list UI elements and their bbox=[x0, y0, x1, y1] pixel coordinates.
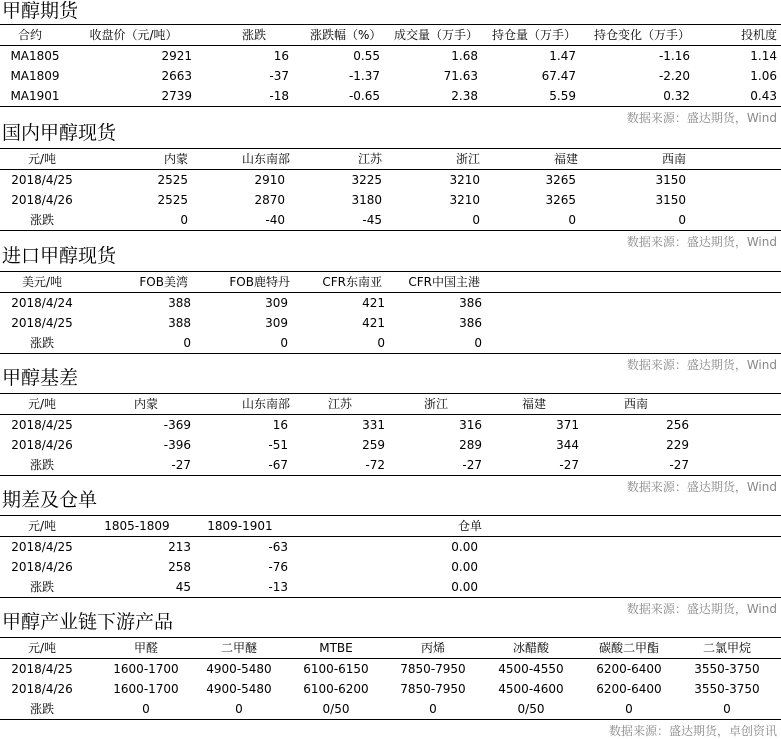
table-cell: 421 bbox=[362, 316, 385, 330]
column-header: 成交量（万手） bbox=[393, 28, 478, 42]
table-cell: 3210 bbox=[449, 193, 480, 207]
column-header: 涨跌 bbox=[241, 28, 266, 42]
table-row bbox=[0, 210, 781, 230]
table-cell: 7850-7950 bbox=[400, 682, 466, 696]
table-cell: 4900-5480 bbox=[206, 682, 272, 696]
table-cell: 1600-1700 bbox=[113, 682, 179, 696]
column-header: 福建 bbox=[521, 397, 546, 411]
table-cell: 45 bbox=[175, 580, 191, 594]
table-cell: 386 bbox=[459, 296, 482, 310]
table-cell: 3265 bbox=[545, 173, 576, 187]
column-header: 投机度 bbox=[740, 28, 777, 42]
table-cell: 4500-4600 bbox=[498, 682, 564, 696]
section-title: 进口甲醇现货 bbox=[2, 245, 117, 267]
table-cell: 2.38 bbox=[451, 89, 478, 103]
table-cell: 0.55 bbox=[353, 49, 380, 63]
table-cell: 0 bbox=[723, 702, 731, 716]
table-cell: 229 bbox=[666, 438, 689, 452]
row-label: 2018/4/25 bbox=[11, 316, 73, 330]
table-cell: 16 bbox=[273, 49, 289, 63]
data-source-note: 数据来源：盛达期货，Wind bbox=[626, 358, 777, 372]
row-label: 2018/4/25 bbox=[11, 540, 73, 554]
section-title: 甲醇产业链下游产品 bbox=[2, 611, 174, 633]
table-row bbox=[0, 170, 781, 190]
row-label: 2018/4/26 bbox=[11, 682, 73, 696]
table-cell: 0 bbox=[142, 702, 150, 716]
row-label: 2018/4/25 bbox=[11, 418, 73, 432]
table-cell: 0 bbox=[568, 213, 576, 227]
table-cell: -27 bbox=[559, 458, 579, 472]
row-label: 2018/4/26 bbox=[11, 560, 73, 574]
table-cell: -72 bbox=[365, 458, 385, 472]
row-label: 2018/4/26 bbox=[11, 193, 73, 207]
table-cell: -18 bbox=[269, 89, 289, 103]
table-row bbox=[0, 190, 781, 210]
table-cell: 258 bbox=[168, 560, 191, 574]
table-row bbox=[0, 659, 781, 679]
table-cell: 4900-5480 bbox=[206, 662, 272, 676]
table-cell: 0/50 bbox=[322, 702, 350, 716]
data-source-note: 数据来源：盛达期货，Wind bbox=[626, 602, 777, 616]
table-cell: 3150 bbox=[655, 193, 686, 207]
column-header: 仓单 bbox=[457, 519, 482, 533]
table-cell: 5.59 bbox=[549, 89, 576, 103]
column-header: 碳酸二甲酯 bbox=[598, 641, 659, 655]
table-cell: 6200-6400 bbox=[596, 662, 662, 676]
table-cell: 0.00 bbox=[451, 540, 478, 554]
column-header: 西南 bbox=[661, 152, 686, 166]
column-header: 持仓变化（万手） bbox=[593, 28, 690, 42]
table-row bbox=[0, 66, 781, 86]
table-cell: 259 bbox=[362, 438, 385, 452]
table-cell: -369 bbox=[163, 418, 191, 432]
table-cell: 2921 bbox=[161, 49, 192, 63]
column-header: FOB美湾 bbox=[139, 275, 188, 289]
table-cell: 309 bbox=[265, 316, 288, 330]
data-table bbox=[0, 637, 781, 720]
table-cell: -37 bbox=[269, 69, 289, 83]
column-header: 涨跌幅（%） bbox=[310, 28, 382, 42]
row-label: 涨跌 bbox=[29, 336, 54, 350]
table-row bbox=[0, 293, 781, 313]
row-label: 2018/4/24 bbox=[11, 296, 73, 310]
table-cell: 0 bbox=[235, 702, 243, 716]
table-cell: 3150 bbox=[655, 173, 686, 187]
table-cell: 0 bbox=[625, 702, 633, 716]
row-label: 2018/4/25 bbox=[11, 662, 73, 676]
data-source-note: 数据来源：盛达期货，Wind bbox=[626, 111, 777, 125]
row-label: MA1901 bbox=[10, 89, 60, 103]
table-cell: 289 bbox=[459, 438, 482, 452]
row-label: 2018/4/25 bbox=[11, 173, 73, 187]
table-header-row bbox=[0, 272, 781, 293]
table-row bbox=[0, 46, 781, 66]
table-cell: 0 bbox=[472, 213, 480, 227]
column-header: 美元/吨 bbox=[21, 275, 63, 289]
table-cell: 6100-6150 bbox=[303, 662, 369, 676]
table-cell: 3550-3750 bbox=[694, 682, 760, 696]
table-cell: -45 bbox=[362, 213, 382, 227]
table-cell: 0 bbox=[280, 336, 288, 350]
table-cell: 386 bbox=[459, 316, 482, 330]
table-cell: -63 bbox=[268, 540, 288, 554]
column-header: 西南 bbox=[623, 397, 648, 411]
table-cell: 3210 bbox=[449, 173, 480, 187]
table-header-row bbox=[0, 638, 781, 659]
row-label: 涨跌 bbox=[29, 213, 54, 227]
table-cell: 3180 bbox=[351, 193, 382, 207]
table-row bbox=[0, 313, 781, 333]
table-cell: 388 bbox=[168, 316, 191, 330]
data-table bbox=[0, 271, 781, 354]
data-table bbox=[0, 515, 781, 598]
column-header: 内蒙 bbox=[133, 397, 158, 411]
table-cell: 344 bbox=[556, 438, 579, 452]
table-cell: 0.32 bbox=[663, 89, 690, 103]
column-header: 山东南部 bbox=[241, 152, 290, 166]
table-row bbox=[0, 577, 781, 597]
section-title: 国内甲醇现货 bbox=[2, 122, 117, 144]
table-cell: 0/50 bbox=[517, 702, 545, 716]
table-cell: -51 bbox=[268, 438, 288, 452]
row-label: 2018/4/26 bbox=[11, 438, 73, 452]
table-cell: -40 bbox=[265, 213, 285, 227]
column-header: 元/吨 bbox=[27, 152, 57, 166]
table-cell: 6100-6200 bbox=[303, 682, 369, 696]
table-cell: 71.63 bbox=[443, 69, 478, 83]
table-cell: 331 bbox=[362, 418, 385, 432]
table-cell: 2910 bbox=[254, 173, 285, 187]
table-cell: 0 bbox=[429, 702, 437, 716]
column-header: 甲醛 bbox=[133, 641, 158, 655]
data-table bbox=[0, 148, 781, 231]
table-row bbox=[0, 86, 781, 106]
column-header: 合约 bbox=[17, 28, 42, 42]
table-cell: -27 bbox=[462, 458, 482, 472]
table-cell: 0 bbox=[180, 213, 188, 227]
column-header: CFR东南亚 bbox=[322, 275, 382, 289]
table-cell: 0 bbox=[474, 336, 482, 350]
table-cell: 1.47 bbox=[549, 49, 576, 63]
column-header: 福建 bbox=[553, 152, 578, 166]
column-header: 收盘价（元/吨） bbox=[89, 28, 178, 42]
table-cell: 1.68 bbox=[451, 49, 478, 63]
table-cell: -76 bbox=[268, 560, 288, 574]
table-cell: -396 bbox=[163, 438, 191, 452]
column-header: 元/吨 bbox=[27, 641, 57, 655]
row-label: MA1809 bbox=[10, 69, 60, 83]
table-cell: 6200-6400 bbox=[596, 682, 662, 696]
table-cell: 309 bbox=[265, 296, 288, 310]
table-cell: 1.06 bbox=[750, 69, 777, 83]
table-row bbox=[0, 537, 781, 557]
table-row bbox=[0, 415, 781, 435]
row-label: MA1805 bbox=[10, 49, 60, 63]
column-header: CFR中国主港 bbox=[408, 275, 480, 289]
table-cell: -0.65 bbox=[348, 89, 380, 103]
table-header-row bbox=[0, 394, 781, 415]
data-table bbox=[0, 24, 781, 107]
column-header: 1805-1809 bbox=[104, 519, 170, 533]
column-header: 江苏 bbox=[327, 397, 352, 411]
table-cell: 67.47 bbox=[541, 69, 576, 83]
column-header: 浙江 bbox=[455, 152, 480, 166]
column-header: 冰醋酸 bbox=[512, 641, 549, 655]
table-cell: 3225 bbox=[351, 173, 382, 187]
table-cell: 3265 bbox=[545, 193, 576, 207]
data-source-note: 数据来源：盛达期货，Wind bbox=[626, 235, 777, 249]
table-row bbox=[0, 679, 781, 699]
table-cell: 0.00 bbox=[451, 580, 478, 594]
table-row bbox=[0, 455, 781, 475]
table-cell: -1.37 bbox=[348, 69, 380, 83]
table-cell: 1600-1700 bbox=[113, 662, 179, 676]
table-cell: 2870 bbox=[254, 193, 285, 207]
column-header: 山东南部 bbox=[241, 397, 290, 411]
table-cell: 421 bbox=[362, 296, 385, 310]
table-cell: 213 bbox=[168, 540, 191, 554]
table-cell: -27 bbox=[669, 458, 689, 472]
table-cell: 256 bbox=[666, 418, 689, 432]
column-header: FOB鹿特丹 bbox=[229, 275, 290, 289]
table-header-row bbox=[0, 149, 781, 170]
table-cell: 2663 bbox=[161, 69, 192, 83]
data-source-note: 数据来源：盛达期货，卓创资讯 bbox=[608, 724, 777, 738]
table-cell: 3550-3750 bbox=[694, 662, 760, 676]
row-label: 涨跌 bbox=[29, 580, 54, 594]
table-cell: 7850-7950 bbox=[400, 662, 466, 676]
table-cell: 2525 bbox=[157, 193, 188, 207]
table-header-row bbox=[0, 25, 781, 46]
table-cell: -2.20 bbox=[658, 69, 690, 83]
column-header: MTBE bbox=[319, 641, 353, 655]
table-row bbox=[0, 435, 781, 455]
table-cell: 2525 bbox=[157, 173, 188, 187]
table-cell: 388 bbox=[168, 296, 191, 310]
column-header: 二氯甲烷 bbox=[702, 641, 751, 655]
table-row bbox=[0, 333, 781, 353]
column-header: 元/吨 bbox=[27, 519, 57, 533]
column-header: 丙烯 bbox=[420, 641, 445, 655]
section-title: 甲醇期货 bbox=[2, 0, 79, 22]
data-table bbox=[0, 393, 781, 476]
row-label: 涨跌 bbox=[29, 702, 54, 716]
data-source-note: 数据来源：盛达期货，Wind bbox=[626, 480, 777, 494]
column-header: 浙江 bbox=[423, 397, 448, 411]
column-header: 二甲醚 bbox=[220, 641, 257, 655]
column-header: 元/吨 bbox=[27, 397, 57, 411]
table-cell: 316 bbox=[459, 418, 482, 432]
table-row bbox=[0, 699, 781, 719]
table-cell: 0.00 bbox=[451, 560, 478, 574]
table-cell: 0 bbox=[183, 336, 191, 350]
table-cell: 16 bbox=[272, 418, 288, 432]
table-cell: 2739 bbox=[161, 89, 192, 103]
table-cell: 371 bbox=[556, 418, 579, 432]
table-header-row bbox=[0, 516, 781, 537]
table-cell: -1.16 bbox=[658, 49, 690, 63]
section-title: 甲醇基差 bbox=[2, 367, 79, 389]
column-header: 持仓量（万手） bbox=[491, 28, 576, 42]
column-header: 1809-1901 bbox=[207, 519, 273, 533]
column-header: 江苏 bbox=[357, 152, 382, 166]
table-cell: 0.43 bbox=[750, 89, 777, 103]
table-cell: 1.14 bbox=[750, 49, 777, 63]
table-cell: 0 bbox=[678, 213, 686, 227]
column-header: 内蒙 bbox=[163, 152, 188, 166]
table-cell: 4500-4550 bbox=[498, 662, 564, 676]
section-title: 期差及仓单 bbox=[2, 489, 98, 511]
table-cell: -27 bbox=[171, 458, 191, 472]
row-label: 涨跌 bbox=[29, 458, 54, 472]
table-cell: -13 bbox=[268, 580, 288, 594]
table-cell: -67 bbox=[268, 458, 288, 472]
table-cell: 0 bbox=[377, 336, 385, 350]
table-row bbox=[0, 557, 781, 577]
